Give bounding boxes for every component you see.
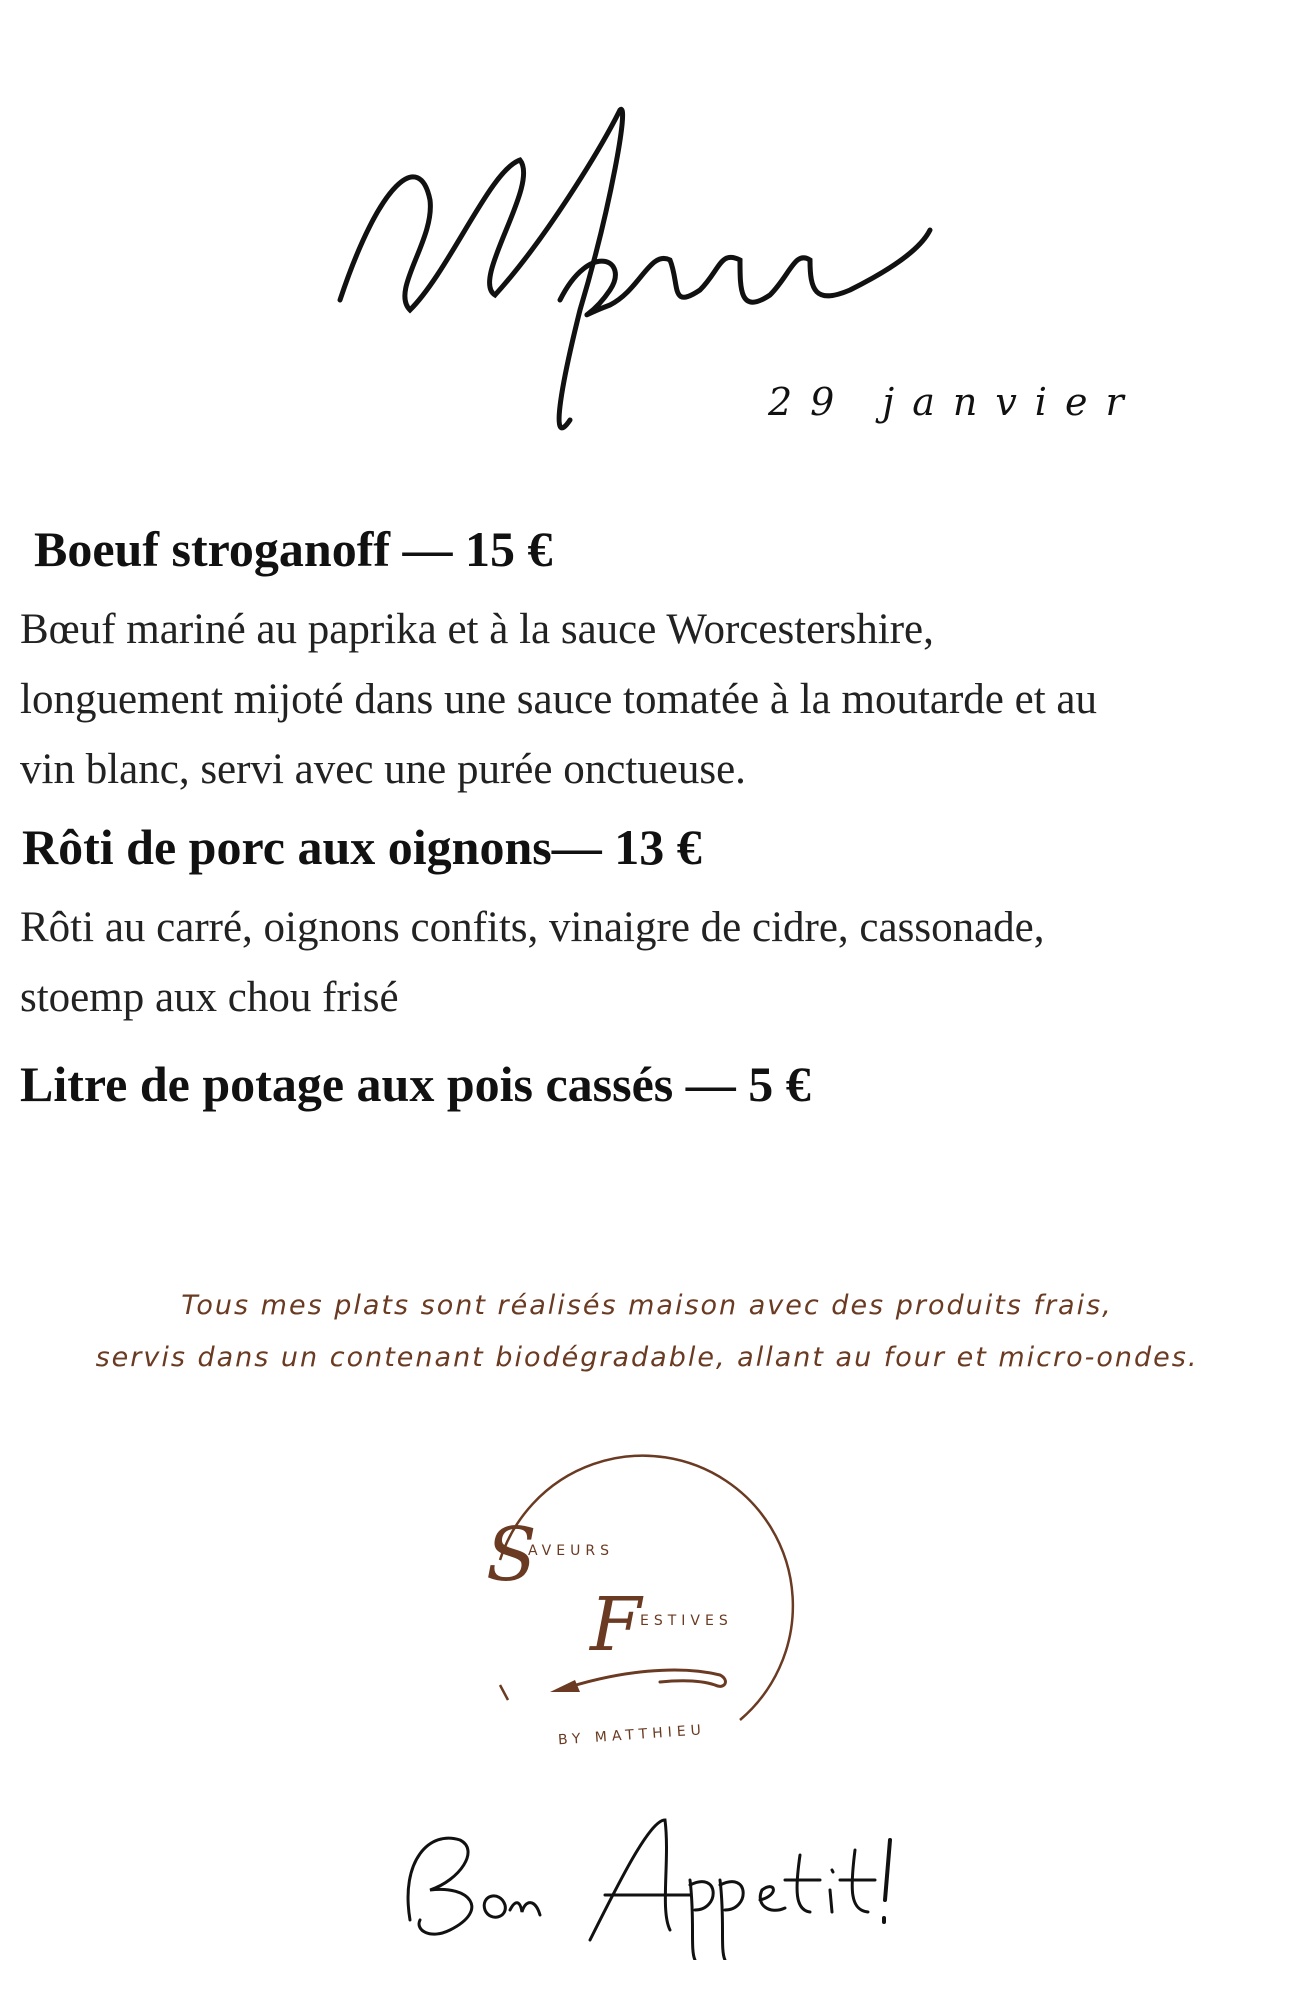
svg-text:S: S [486, 1512, 537, 1598]
svg-text:ESTIVES: ESTIVES [640, 1613, 733, 1629]
svg-text:AVEURS: AVEURS [528, 1543, 614, 1559]
dish-title: Litre de potage aux pois cassés — 5 € [20, 1056, 811, 1112]
dish-title: Boeuf stroganoff — 15 € [34, 521, 553, 577]
signoff-script [390, 1800, 910, 1960]
brand-logo [480, 1430, 820, 1770]
notice-line: Tous mes plats sont réalisés maison avec des produits frais, [181, 1290, 1113, 1321]
dish-description-line: Bœuf mariné au paprika et à la sauce Worcestershire, [20, 606, 934, 653]
signoff-graphic [390, 1800, 910, 1960]
dish-description-line: Rôti au carré, oignons confits, vinaigre de cidre, cassonade, [20, 904, 1045, 951]
notice-line: servis dans un contenant biodégradable, allant au four et micro-ondes. [95, 1342, 1199, 1373]
svg-text:F: F [590, 1582, 642, 1668]
dish-description-line: stoemp aux chou frisé [20, 974, 399, 1021]
dish-description [20, 893, 1280, 1033]
brand-logo-graphic [480, 1430, 820, 1770]
notice [0, 1280, 1294, 1384]
svg-text:BY MATTHIEU: BY MATTHIEU [557, 1722, 707, 1749]
menu-date: 29 janvier [768, 380, 1142, 424]
dish-title: Rôti de porc aux oignons— 13 € [22, 819, 702, 875]
dish-description-line: vin blanc, servi avec une purée onctueuse. [20, 746, 746, 793]
menu-title [320, 90, 960, 510]
dish-description [20, 595, 1280, 805]
menu-title-script [320, 90, 960, 510]
dish-description-line: longuement mijoté dans une sauce tomatée à la moutarde et au [20, 676, 1097, 723]
